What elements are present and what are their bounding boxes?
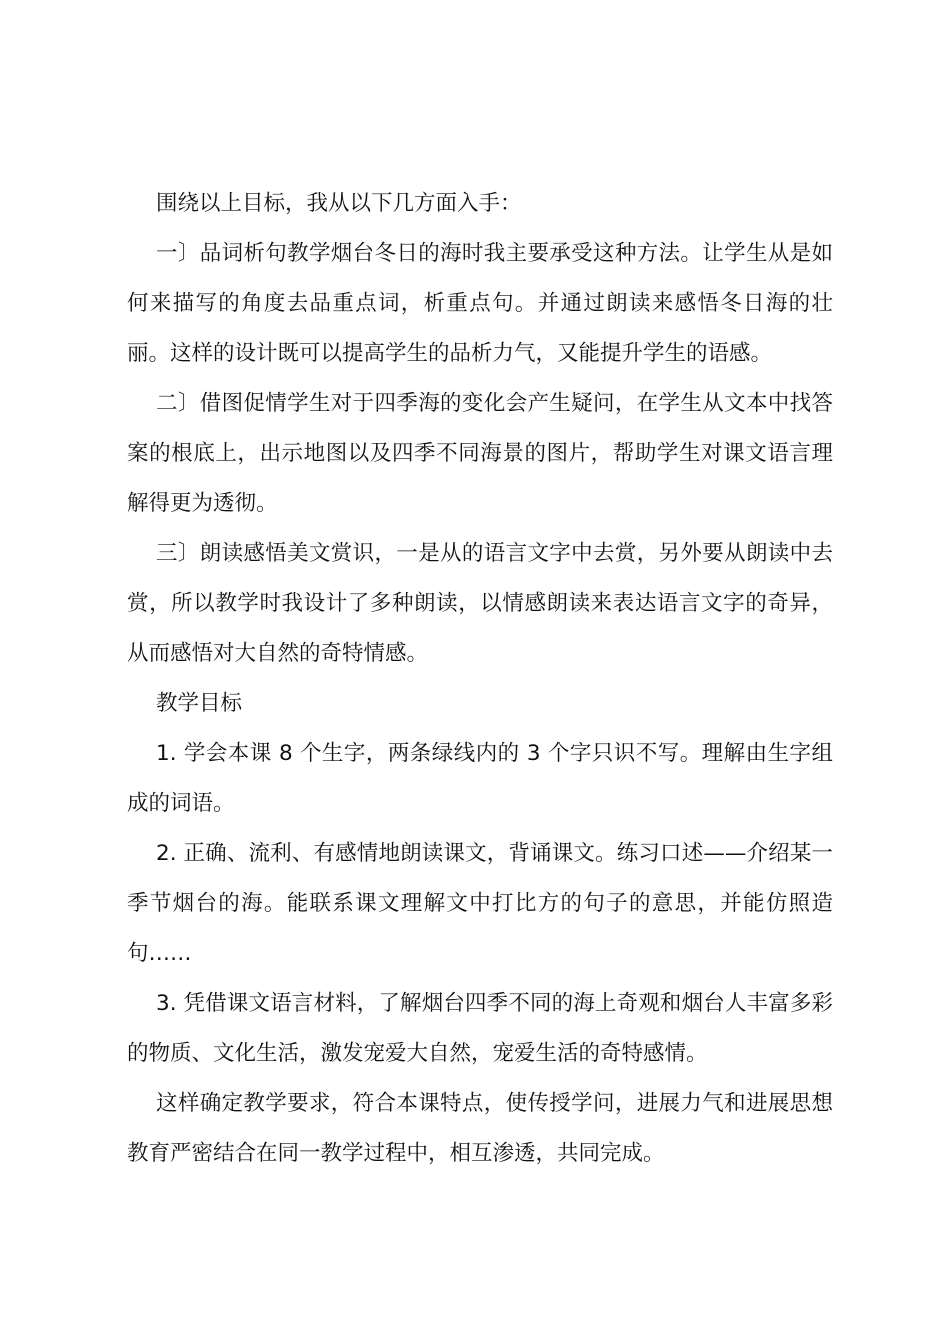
document-body (127, 179, 833, 1179)
section-heading: 教学目标 (156, 691, 243, 716)
method-paragraph-3: 三〕朗读感悟美文赏识，一是从的语言文字中去赏，另外要从朗读中去赏，所以教学时我设计了多种朗读，以情感朗读来表达语言文字的奇异，从而感悟对大自然的奇特情感。 (127, 541, 833, 666)
method-paragraph-2: 二〕借图促情学生对于四季海的变化会产生疑问，在学生从文本中找答案的根底上，出示地图以及四季不同海景的图片，帮助学生对课文语言理解得更为透彻。 (127, 391, 833, 516)
goal-item-2: 2. 正确、流利、有感情地朗读课文，背诵课文。练习口述——介绍某一季节烟台的海。能联系课文理解文中打比方的句子的意思，并能仿照造句…… (127, 841, 833, 966)
method-paragraph-1: 一〕品词析句教学烟台冬日的海时我主要承受这种方法。让学生从是如何来描写的角度去品重点词，析重点句。并通过朗读来感悟冬日海的壮丽。这样的设计既可以提高学生的品析力气，又能提升学生的语感。 (127, 241, 833, 366)
goal-item-3: 3. 凭借课文语言材料，了解烟台四季不同的海上奇观和烟台人丰富多彩的物质、文化生活，激发宠爱大自然，宠爱生活的奇特感情。 (127, 991, 833, 1066)
goal-item-1: 1. 学会本课 8 个生字，两条绿线内的 3 个字只识不写。理解由生字组成的词语。 (127, 741, 833, 816)
closing-paragraph: 这样确定教学要求，符合本课特点，使传授学问，进展力气和进展思想教育严密结合在同一教学过程中，相互渗透，共同完成。 (127, 1091, 833, 1166)
intro-paragraph: 围绕以上目标，我从以下几方面入手： (156, 191, 522, 216)
